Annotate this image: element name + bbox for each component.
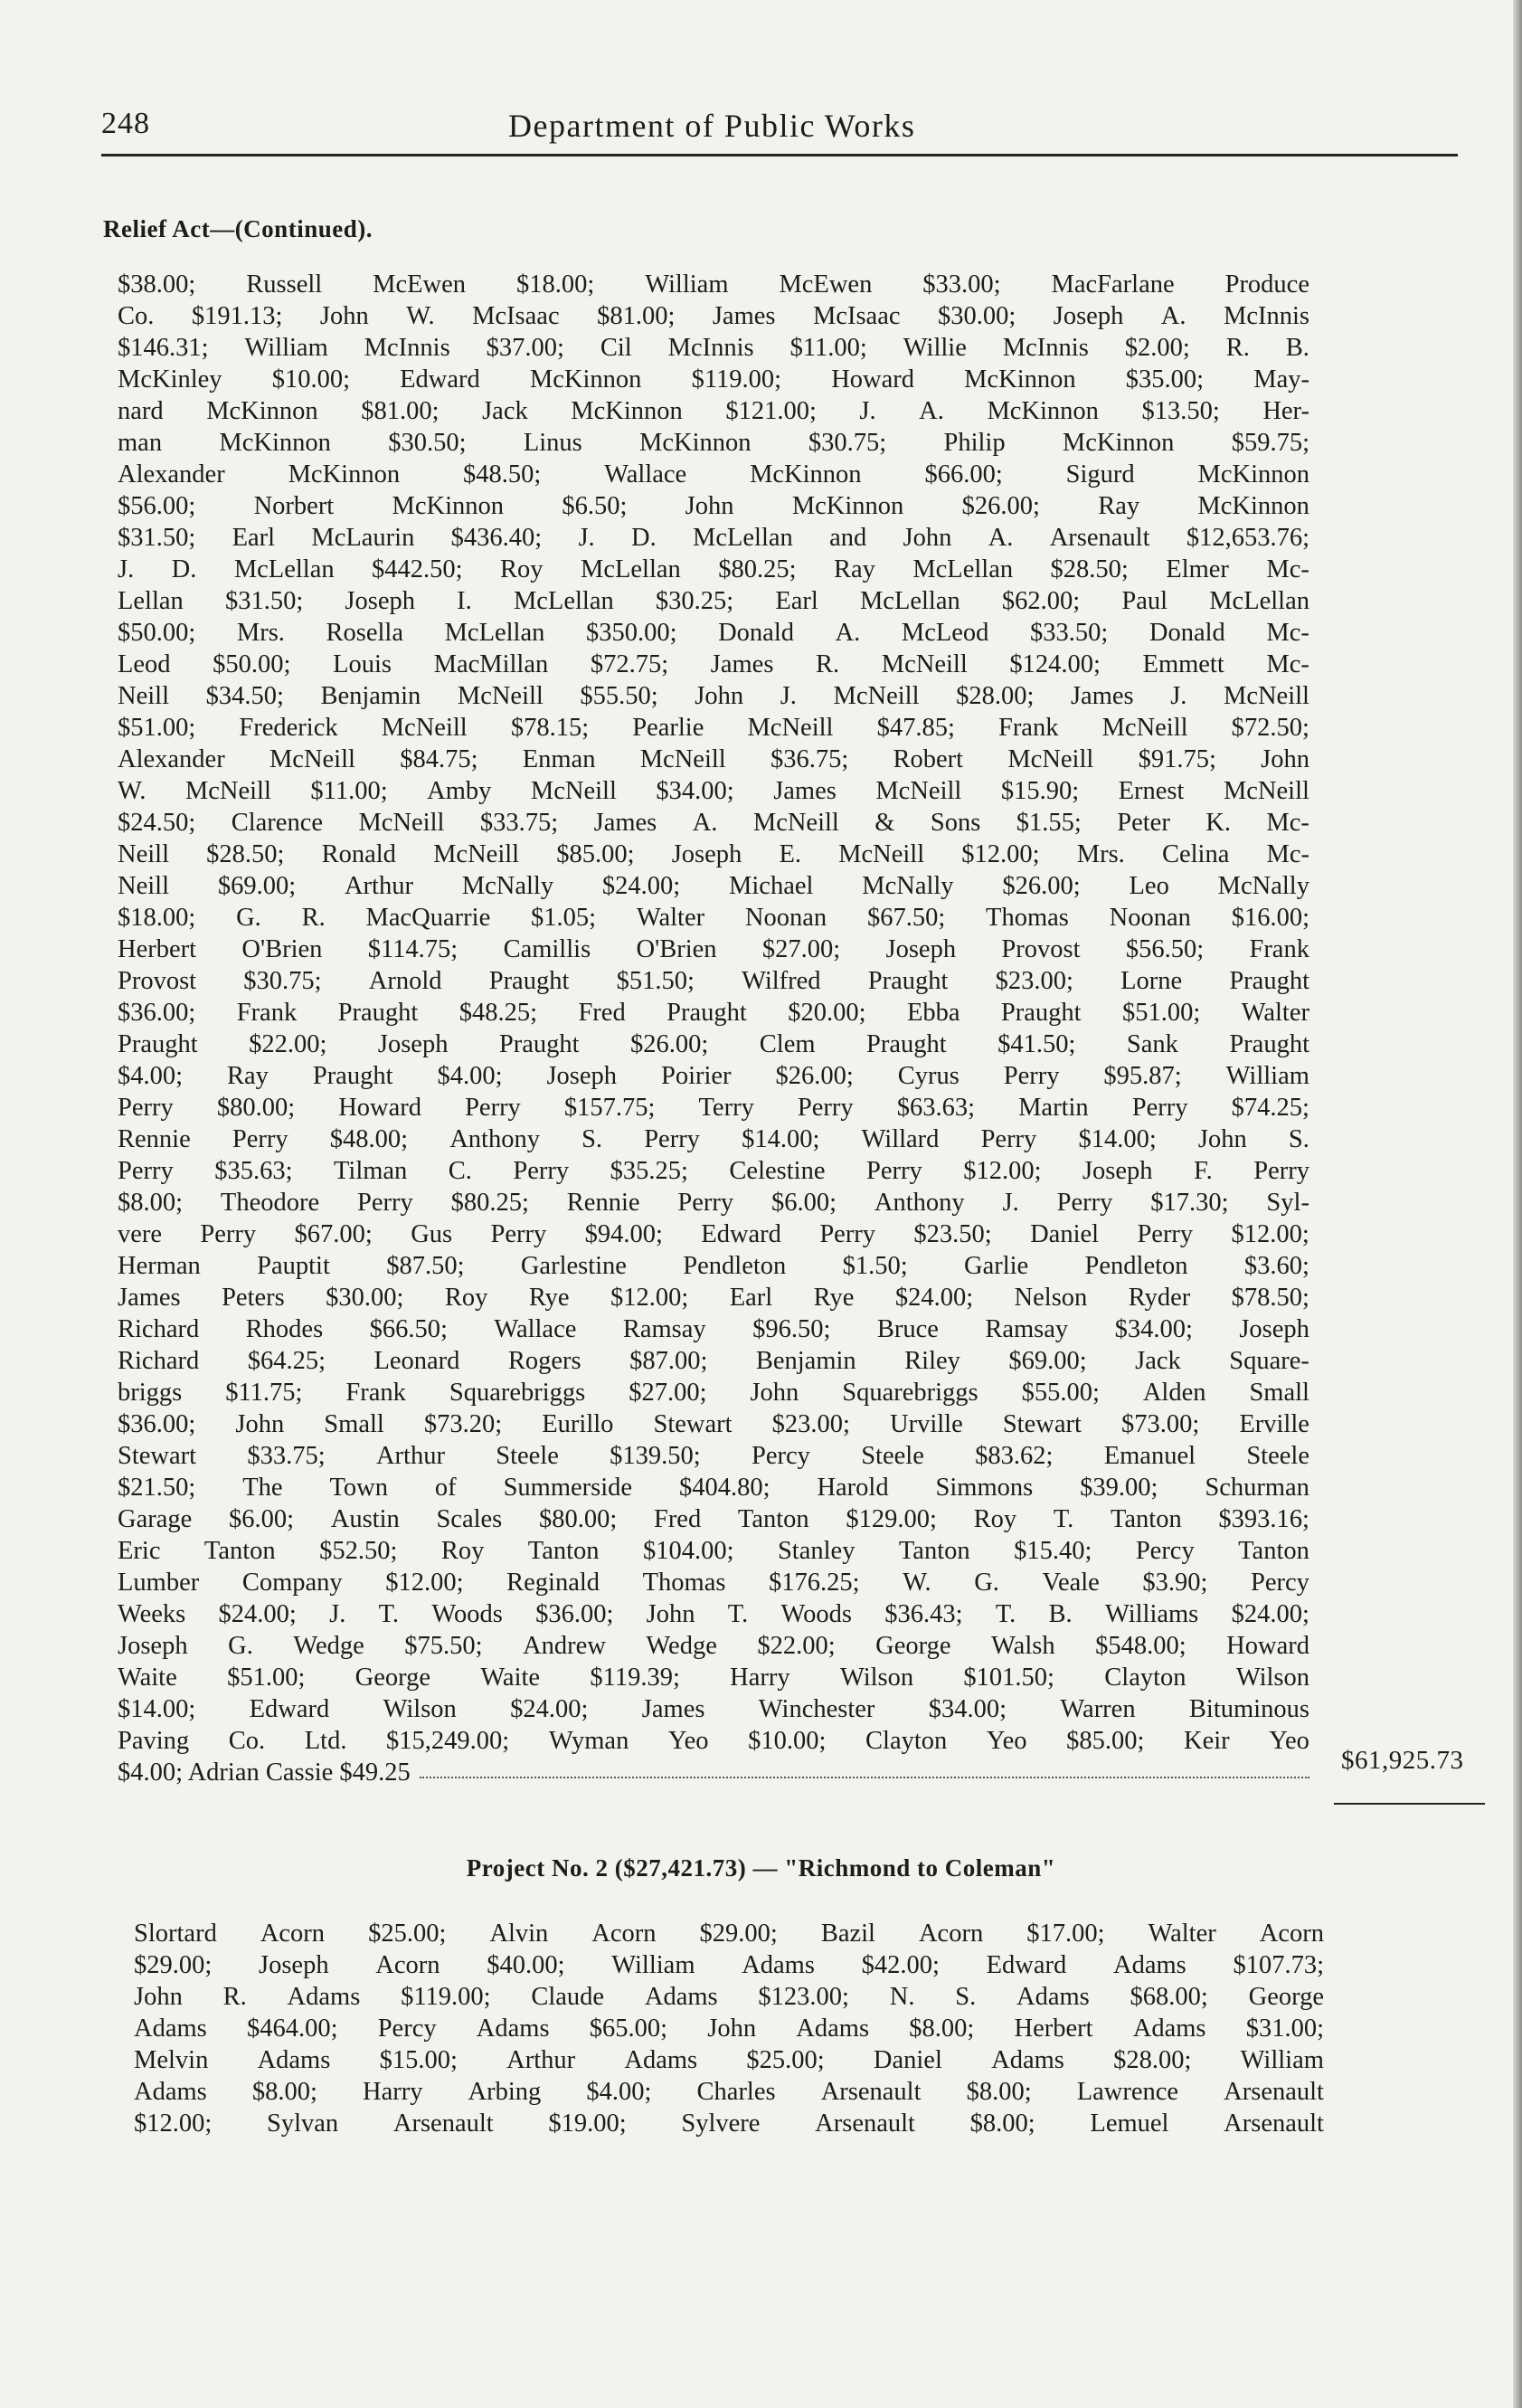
text-line: $18.00; G. R. MacQuarrie $1.05; Walter Noonan $67.50; Thomas Noonan $16.00; [118,904,1309,932]
text-line: Alexander McNeill $84.75; Enman McNeill $36.75; Robert McNeill $91.75; John [118,745,1309,773]
text-line: Co. $191.13; John W. McIsaac $81.00; James McIsaac $30.00; Joseph A. McInnis [118,302,1309,330]
text-line: $36.00; John Small $73.20; Eurillo Stewart $23.00; Urville Stewart $73.00; Erville [118,1410,1309,1438]
text-line: $38.00; Russell McEwen $18.00; William McEwen $33.00; MacFarlane Produce [118,270,1309,299]
text-line: $12.00; Sylvan Arsenault $19.00; Sylvere Arsenault $8.00; Lemuel Arsenault [134,2109,1324,2138]
text-line: nard McKinnon $81.00; Jack McKinnon $121.00; J. A. McKinnon $13.50; Her- [118,397,1309,425]
text-line: Stewart $33.75; Arthur Steele $139.50; Percy Steele $83.62; Emanuel Steele [118,1442,1309,1470]
text-line: $146.31; William McInnis $37.00; Cil McInnis $11.00; Willie McInnis $2.00; R. B. [118,334,1309,362]
text-line: Praught $22.00; Joseph Praught $26.00; Clem Praught $41.50; Sank Praught [118,1030,1309,1058]
project-heading: Project No. 2 ($27,421.73) — "Richmond to Coleman" [466,1854,1056,1882]
running-title: Department of Public Works [508,108,916,144]
text-line: W. McNeill $11.00; Amby McNeill $34.00; James McNeill $15.90; Ernest McNeill [118,777,1309,805]
text-line: Neill $28.50; Ronald McNeill $85.00; Joseph E. McNeill $12.00; Mrs. Celina Mc- [118,840,1309,868]
last-line-text: $4.00; Adrian Cassie $49.25 [118,1759,411,1787]
text-line: $4.00; Ray Praught $4.00; Joseph Poirier $26.00; Cyrus Perry $95.87; William [118,1062,1309,1090]
header-rule [101,154,1458,156]
text-line: $24.50; Clarence McNeill $33.75; James A. McNeill & Sons $1.55; Peter K. Mc- [118,809,1309,837]
text-line: Lumber Company $12.00; Reginald Thomas $176.25; W. G. Veale $3.90; Percy [118,1569,1309,1597]
text-line: $8.00; Theodore Perry $80.25; Rennie Perry $6.00; Anthony J. Perry $17.30; Syl- [118,1189,1309,1217]
page-number: 248 [101,107,150,140]
text-line: Adams $464.00; Percy Adams $65.00; John Adams $8.00; Herbert Adams $31.00; [134,2015,1324,2043]
text-line: Neill $34.50; Benjamin McNeill $55.50; John J. McNeill $28.00; James J. McNeill [118,682,1309,710]
text-line: Paving Co. Ltd. $15,249.00; Wyman Yeo $10.00; Clayton Yeo $85.00; Keir Yeo [118,1727,1309,1755]
leader-dots [420,1757,1309,1778]
text-line: Neill $69.00; Arthur McNally $24.00; Michael McNally $26.00; Leo McNally [118,872,1309,900]
text-line: Adams $8.00; Harry Arbing $4.00; Charles Arsenault $8.00; Lawrence Arsenault [134,2078,1324,2106]
text-line: Leod $50.00; Louis MacMillan $72.75; James R. McNeill $124.00; Emmett Mc- [118,650,1309,678]
total-rule [1334,1803,1485,1805]
text-line: briggs $11.75; Frank Squarebriggs $27.00; John Squarebriggs $55.00; Alden Small [118,1379,1309,1407]
text-line: Herman Pauptit $87.50; Garlestine Pendleton $1.50; Garlie Pendleton $3.60; [118,1252,1309,1280]
text-line: Waite $51.00; George Waite $119.39; Harry Wilson $101.50; Clayton Wilson [118,1664,1309,1692]
text-line: Eric Tanton $52.50; Roy Tanton $104.00; Stanley Tanton $15.40; Percy Tanton [118,1537,1309,1565]
text-line: Melvin Adams $15.00; Arthur Adams $25.00; Daniel Adams $28.00; William [134,2046,1324,2074]
text-line: $21.50; The Town of Summerside $404.80; Harold Simmons $39.00; Schurman [118,1474,1309,1502]
text-line: $56.00; Norbert McKinnon $6.50; John McKinnon $26.00; Ray McKinnon [118,492,1309,520]
text-line: Provost $30.75; Arnold Praught $51.50; Wilfred Praught $23.00; Lorne Praught [118,967,1309,995]
text-line: Rennie Perry $48.00; Anthony S. Perry $14.00; Willard Perry $14.00; John S. [118,1125,1309,1153]
text-line: Alexander McKinnon $48.50; Wallace McKinnon $66.00; Sigurd McKinnon [118,460,1309,488]
text-line: J. D. McLellan $442.50; Roy McLellan $80.25; Ray McLellan $28.50; Elmer Mc- [118,555,1309,583]
section-heading: Relief Act—(Continued). [103,215,373,242]
text-line: McKinley $10.00; Edward McKinnon $119.00; Howard McKinnon $35.00; May- [118,365,1309,393]
text-line: $29.00; Joseph Acorn $40.00; William Adams $42.00; Edward Adams $107.73; [134,1951,1324,1979]
text-line: Slortard Acorn $25.00; Alvin Acorn $29.00; Bazil Acorn $17.00; Walter Acorn [134,1920,1324,1948]
text-line: vere Perry $67.00; Gus Perry $94.00; Edward Perry $23.50; Daniel Perry $12.00; [118,1220,1309,1248]
text-line: man McKinnon $30.50; Linus McKinnon $30.75; Philip McKinnon $59.75; [118,429,1309,457]
text-line: Weeks $24.00; J. T. Woods $36.00; John T. Woods $36.43; T. B. Williams $24.00; [118,1600,1309,1628]
text-line: Garage $6.00; Austin Scales $80.00; Fred Tanton $129.00; Roy T. Tanton $393.16; [118,1505,1309,1533]
project-entries [134,1918,1324,2139]
text-line: $50.00; Mrs. Rosella McLellan $350.00; Donald A. McLeod $33.50; Donald Mc- [118,619,1309,647]
text-line: Richard Rhodes $66.50; Wallace Ramsay $96.50; Bruce Ramsay $34.00; Joseph [118,1315,1309,1343]
text-line: Joseph G. Wedge $75.50; Andrew Wedge $22.00; George Walsh $548.00; Howard [118,1632,1309,1660]
text-line-last [118,1757,1309,1788]
text-line: Perry $35.63; Tilman C. Perry $35.25; Celestine Perry $12.00; Joseph F. Perry [118,1157,1309,1185]
relief-entries [118,269,1309,1788]
text-line: Lellan $31.50; Joseph I. McLellan $30.25; Earl McLellan $62.00; Paul McLellan [118,587,1309,615]
text-line: Richard $64.25; Leonard Rogers $87.00; Benjamin Riley $69.00; Jack Square- [118,1347,1309,1375]
text-line: Herbert O'Brien $114.75; Camillis O'Brien $27.00; Joseph Provost $56.50; Frank [118,935,1309,963]
text-line: $51.00; Frederick McNeill $78.15; Pearlie McNeill $47.85; Frank McNeill $72.50; [118,714,1309,742]
page-header [101,107,1458,161]
text-line: $14.00; Edward Wilson $24.00; James Winchester $34.00; Warren Bituminous [118,1695,1309,1723]
relief-total: $61,925.73 [1341,1746,1464,1775]
text-line: $36.00; Frank Praught $48.25; Fred Praught $20.00; Ebba Praught $51.00; Walter [118,999,1309,1027]
page-edge-shadow [1513,0,1522,2408]
text-line: Perry $80.00; Howard Perry $157.75; Terry Perry $63.63; Martin Perry $74.25; [118,1094,1309,1122]
text-line: $31.50; Earl McLaurin $436.40; J. D. McLellan and John A. Arsenault $12,653.76; [118,524,1309,552]
text-line: John R. Adams $119.00; Claude Adams $123.00; N. S. Adams $68.00; George [134,1983,1324,2011]
text-line: James Peters $30.00; Roy Rye $12.00; Earl Rye $24.00; Nelson Ryder $78.50; [118,1284,1309,1312]
